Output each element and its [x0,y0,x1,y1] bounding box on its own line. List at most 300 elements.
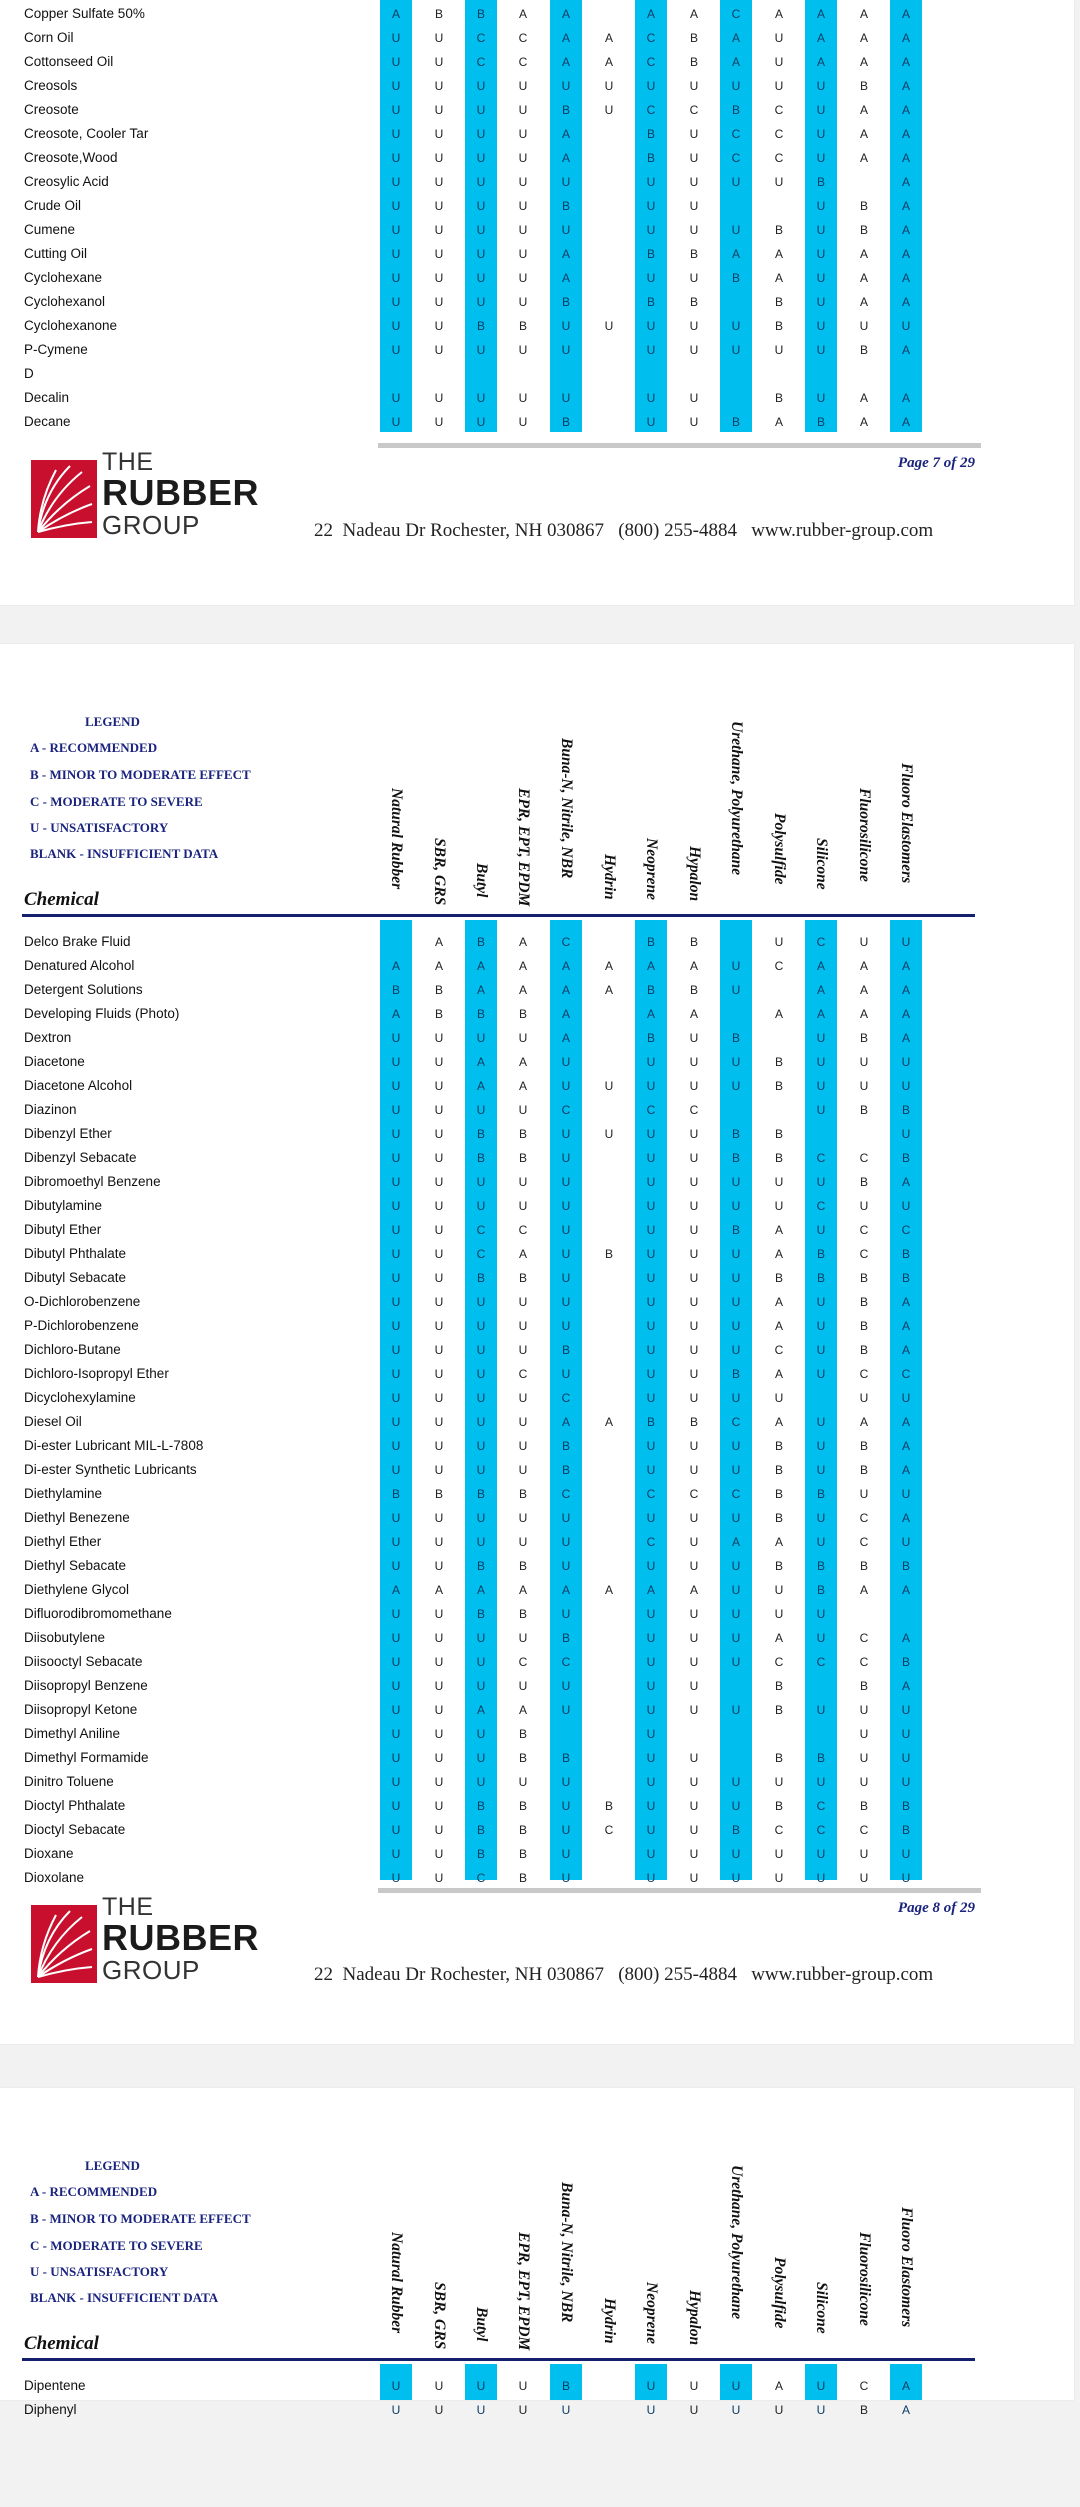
rating-cell: B [476,1007,485,1021]
rating-cell: U [689,1703,699,1717]
rating-cell: U [816,1871,826,1885]
rating-cell: U [518,79,528,93]
rating-cell: B [476,319,485,333]
table-row [0,1146,1000,1170]
rating-cell: U [731,1775,741,1789]
rating-cell: U [731,1511,741,1525]
rating-cell: U [689,391,699,405]
rating-cell: U [434,1223,444,1237]
table-row [0,1842,1000,1866]
rating-cell: B [859,343,868,357]
rating-cell: C [476,55,486,69]
rating-cell: U [816,2379,826,2393]
table-row [0,170,1000,194]
chemical-name: Diphenyl [24,2402,77,2417]
rating-cell: A [859,247,868,261]
rating-cell: U [476,1031,486,1045]
rating-cell: C [859,1367,869,1381]
rating-cell: B [646,1031,655,1045]
table-row [0,1650,1000,1674]
rating-cell: U [731,1655,741,1669]
rating-cell: B [646,151,655,165]
rating-cell: U [689,199,699,213]
rating-cell: A [434,959,443,973]
rating-cell: U [391,1127,401,1141]
table-row [0,1434,1000,1458]
column-header: Fluorosilicone [856,2231,873,2326]
chemical-name: Dibutyl Phthalate [24,1246,127,1261]
rating-cell: U [518,1343,528,1357]
rating-cell: U [774,1199,784,1213]
rating-cell: U [774,31,784,45]
rating-cell: U [646,1319,656,1333]
rating-cell: U [518,1199,528,1213]
rating-cell: A [774,7,783,21]
table-row [0,1314,1000,1338]
rating-cell: U [518,1319,528,1333]
table-row [0,1050,1000,1074]
chemical-name: Crude Oil [24,198,82,213]
table-row [0,1746,1000,1770]
table-row [0,1338,1000,1362]
rating-cell: A [901,2379,910,2393]
rating-cell: U [476,1343,486,1357]
rating-cell: U [561,1679,571,1693]
rating-cell: U [774,1871,784,1885]
legend-title: LEGEND [85,2158,140,2173]
rating-cell: A [518,1079,527,1093]
rating-cell: U [646,1823,656,1837]
rating-cell: C [689,1103,699,1117]
rating-cell: U [646,1727,656,1741]
rating-cell: U [689,1223,699,1237]
rating-cell: U [561,391,571,405]
rating-cell: U [434,1055,444,1069]
rating-cell: U [816,1055,826,1069]
table-row [0,74,1000,98]
rating-cell: U [561,79,571,93]
table-row [0,2374,1000,2398]
rating-cell: U [476,199,486,213]
rating-cell: U [689,1847,699,1861]
rating-cell: A [476,1703,485,1717]
rating-cell: B [518,1751,527,1765]
rating-cell: B [476,1487,485,1501]
rating-cell: U [901,1535,911,1549]
rating-cell: A [689,7,698,21]
table-bottom-rule [378,443,981,448]
rating-cell: U [391,1151,401,1165]
table-row [0,1794,1000,1818]
rating-cell: A [774,1631,783,1645]
rating-cell: U [476,295,486,309]
rating-cell: U [391,1727,401,1741]
table-row [0,218,1000,242]
rating-cell: A [731,247,740,261]
rating-cell: U [646,1463,656,1477]
rating-cell: U [476,1655,486,1669]
rating-cell: U [391,1439,401,1453]
rating-cell: A [901,1463,910,1477]
chemical-name: Delco Brake Fluid [24,934,131,949]
rating-cell: C [816,1823,826,1837]
table-row [0,954,1000,978]
rating-cell: B [859,223,868,237]
rating-cell: U [561,223,571,237]
rating-cell: U [774,1607,784,1621]
rating-cell: U [391,223,401,237]
rating-cell: U [774,343,784,357]
rating-cell: U [646,2403,656,2417]
rating-cell: A [561,151,570,165]
rating-cell: U [689,1247,699,1261]
rating-cell: U [561,175,571,189]
rating-cell: U [434,271,444,285]
rating-cell: B [859,1679,868,1693]
rating-cell: C [476,1223,486,1237]
rating-cell: U [561,1703,571,1717]
rating-cell: U [518,127,528,141]
rating-cell: U [561,1055,571,1069]
rating-cell: U [391,1415,401,1429]
rating-cell: U [434,1775,444,1789]
rating-cell: U [646,1079,656,1093]
rating-cell: A [731,1535,740,1549]
rating-cell: A [774,1295,783,1309]
rating-cell: U [391,1223,401,1237]
rating-cell: U [774,1175,784,1189]
rating-cell: A [859,983,868,997]
rating-cell: U [391,103,401,117]
table-bottom-rule [378,1888,981,1893]
rating-cell: C [646,103,656,117]
chemical-name: Dioxolane [24,1870,85,1885]
logo-group: GROUP [102,1955,200,1985]
rating-cell: A [476,1055,485,1069]
table-row [0,1626,1000,1650]
rating-cell: A [901,295,910,309]
rating-cell: U [518,1295,528,1309]
legend-item: U - UNSATISFACTORY [30,820,169,835]
rating-cell: U [901,1487,911,1501]
rating-cell: B [816,1487,825,1501]
header-rule [22,2358,975,2361]
rating-cell: C [816,1799,826,1813]
rating-cell: B [774,1751,783,1765]
rating-cell: C [518,1655,528,1669]
rating-cell: U [434,151,444,165]
rating-cell: B [774,1703,783,1717]
rating-cell: C [901,1367,911,1381]
chemical-name: Diethylamine [24,1486,103,1501]
rating-cell: A [476,1583,485,1597]
rating-cell: A [859,1007,868,1021]
rating-cell: B [859,1175,868,1189]
rating-cell: U [646,1511,656,1525]
column-header: Natural Rubber [388,2231,405,2334]
rating-cell: U [689,1151,699,1165]
rating-cell: A [901,415,910,429]
rating-cell: C [816,1655,826,1669]
rating-cell: B [774,1487,783,1501]
rating-cell: U [816,1703,826,1717]
rating-cell: U [689,1199,699,1213]
table-row [0,1770,1000,1794]
rating-cell: A [561,55,570,69]
rating-cell: B [604,1799,613,1813]
rating-cell: U [518,295,528,309]
rating-cell: U [774,1391,784,1405]
rating-cell: U [434,1535,444,1549]
rating-cell: U [391,55,401,69]
rating-cell: B [476,1271,485,1285]
rating-cell: U [689,415,699,429]
chemical-name: Diisopropyl Benzene [24,1678,148,1693]
chemical-name: Creosols [24,78,78,93]
pdf-page-7 [0,0,1074,605]
rating-cell: U [518,391,528,405]
rating-cell: U [391,1535,401,1549]
rating-cell: B [859,1343,868,1357]
table-row [0,1674,1000,1698]
rating-cell: A [901,31,910,45]
rating-cell: B [859,199,868,213]
legend-item: C - MODERATE TO SEVERE [30,794,203,809]
rating-cell: U [774,79,784,93]
table-row [0,1506,1000,1530]
rating-cell: U [731,79,741,93]
rating-cell: A [561,271,570,285]
rating-cell: B [476,1607,485,1621]
rating-cell: U [434,1847,444,1861]
rating-cell: A [604,31,613,45]
rating-cell: C [859,2379,869,2393]
rating-cell: U [434,199,444,213]
rating-cell: U [731,2379,741,2393]
rating-cell: A [561,1583,570,1597]
rating-cell: A [901,1295,910,1309]
rating-cell: U [689,1535,699,1549]
rating-cell: B [434,7,443,21]
rating-cell: U [731,1199,741,1213]
chemical-name: Cumene [24,222,76,237]
rating-cell: U [646,1631,656,1645]
rating-cell: U [774,1775,784,1789]
rating-cell: U [646,415,656,429]
rating-cell: A [561,1031,570,1045]
rating-cell: B [689,983,698,997]
chemical-name: Diethylene Glycol [24,1582,130,1597]
rating-cell: U [476,1463,486,1477]
logo-the: THE [102,448,154,476]
rating-cell: B [901,1271,910,1285]
rating-cell: U [391,1343,401,1357]
rating-cell: U [731,1055,741,1069]
rating-cell: U [816,1415,826,1429]
chemical-name: Dibutylamine [24,1198,103,1213]
rating-cell: B [646,1415,655,1429]
rating-cell: C [604,1823,614,1837]
rating-cell: U [391,2379,401,2393]
chemical-name: Di-ester Lubricant MIL-L-7808 [24,1438,204,1453]
rating-cell: U [391,1271,401,1285]
rating-cell: B [476,7,485,21]
rating-cell: C [561,935,571,949]
rating-cell: U [434,1151,444,1165]
rating-cell: U [434,1319,444,1333]
rating-cell: U [816,1847,826,1861]
rating-cell: U [391,319,401,333]
rating-cell: U [816,1631,826,1645]
rating-cell: A [901,127,910,141]
chemical-name: Creosote [24,102,79,117]
rating-cell: B [774,1079,783,1093]
rating-cell: B [731,1031,740,1045]
rating-cell: B [561,1631,570,1645]
rating-cell: A [901,983,910,997]
rating-cell: U [646,2379,656,2393]
rating-cell: U [518,1415,528,1429]
rating-cell: A [901,103,910,117]
rating-cell: A [518,935,527,949]
rating-cell: U [518,1679,528,1693]
rating-cell: U [518,1535,528,1549]
rating-cell: B [816,1559,825,1573]
rating-cell: U [816,1607,826,1621]
chemical-name: Cyclohexanol [24,294,106,309]
rating-cell: A [901,199,910,213]
chemical-name: Cutting Oil [24,246,88,261]
rating-cell: B [816,1271,825,1285]
rating-cell: U [434,1607,444,1621]
rating-cell: A [391,959,400,973]
rating-cell: A [774,1007,783,1021]
rating-cell: U [476,1199,486,1213]
table-row [0,1170,1000,1194]
rating-cell: U [816,127,826,141]
rating-cell: U [816,1343,826,1357]
column-header: Fluoro Elastomers [898,762,915,884]
rating-cell: A [901,1007,910,1021]
rating-cell: U [476,1535,486,1549]
rating-cell: U [731,1631,741,1645]
legend-item: A - RECOMMENDED [30,2184,158,2199]
chemical-name: Difluorodibromomethane [24,1606,172,1621]
rating-cell: B [774,1127,783,1141]
rating-cell: A [901,2403,910,2417]
rating-cell: C [646,1487,656,1501]
rating-cell: B [859,1439,868,1453]
rating-cell: A [518,1583,527,1597]
rating-cell: A [561,247,570,261]
rating-cell: B [774,1559,783,1573]
rating-cell: A [901,1175,910,1189]
rating-cell: U [731,1391,741,1405]
rating-cell: U [774,175,784,189]
rating-cell: C [689,103,699,117]
rating-cell: U [646,1127,656,1141]
column-header: Butyl [473,2306,490,2341]
rating-cell: B [689,31,698,45]
rating-cell: U [731,343,741,357]
rating-cell: A [859,31,868,45]
rating-cell: U [391,1607,401,1621]
rating-cell: U [901,1751,911,1765]
rating-cell: U [901,1127,911,1141]
rating-cell: C [731,1415,741,1429]
rating-cell: B [901,1559,910,1573]
chemical-name: Denatured Alcohol [24,958,135,973]
rating-cell: U [646,1775,656,1789]
table-row [0,50,1000,74]
rating-cell: U [731,1871,741,1885]
rating-cell: A [561,1007,570,1021]
column-header: Neoprene [643,837,660,900]
rating-cell: U [859,1199,869,1213]
rating-cell: B [689,295,698,309]
rating-cell: U [646,79,656,93]
rating-cell: B [774,1511,783,1525]
rating-cell: U [604,103,614,117]
rating-cell: U [561,1535,571,1549]
rating-cell: B [561,103,570,117]
column-header: Hydrin [601,854,618,900]
rating-cell: B [518,1487,527,1501]
table-row [0,242,1000,266]
rating-cell: A [731,55,740,69]
rating-cell: U [646,1247,656,1261]
rating-cell: U [434,1655,444,1669]
table-row [0,1410,1000,1434]
rating-cell: U [646,1559,656,1573]
rating-cell: C [561,1655,571,1669]
shell-fan-logo-icon [30,452,100,542]
rating-cell: U [731,223,741,237]
table-row [0,1194,1000,1218]
rating-cell: U [561,1319,571,1333]
rating-cell: A [391,7,400,21]
rating-cell: C [646,31,656,45]
rating-cell: U [391,175,401,189]
rating-cell: U [689,1367,699,1381]
rating-cell: U [646,271,656,285]
rating-cell: A [859,55,868,69]
chemical-name: Dioctyl Phthalate [24,1798,126,1813]
rating-cell: U [391,1319,401,1333]
rating-cell: B [646,935,655,949]
rating-cell: A [859,103,868,117]
rating-cell: U [434,1343,444,1357]
rating-cell: B [901,1655,910,1669]
chemical-name: Dextron [24,1030,72,1045]
chemical-column-header: Chemical [24,2333,99,2354]
rating-cell: A [434,1583,443,1597]
column-header: EPR, EPT, EPDM [515,2231,532,2351]
column-header: EPR, EPT, EPDM [515,787,532,907]
rating-cell: U [774,935,784,949]
rating-cell: A [689,1007,698,1021]
table-row [0,1122,1000,1146]
rating-cell: U [434,247,444,261]
rating-cell: U [561,1247,571,1261]
rating-cell: U [561,1559,571,1573]
chemical-name: Dibromoethyl Benzene [24,1174,161,1189]
chemical-name: Creosote,Wood [24,150,118,165]
table-row [0,1554,1000,1578]
rating-cell: A [476,983,485,997]
table-row [0,2,1000,26]
rating-cell: U [731,1799,741,1813]
